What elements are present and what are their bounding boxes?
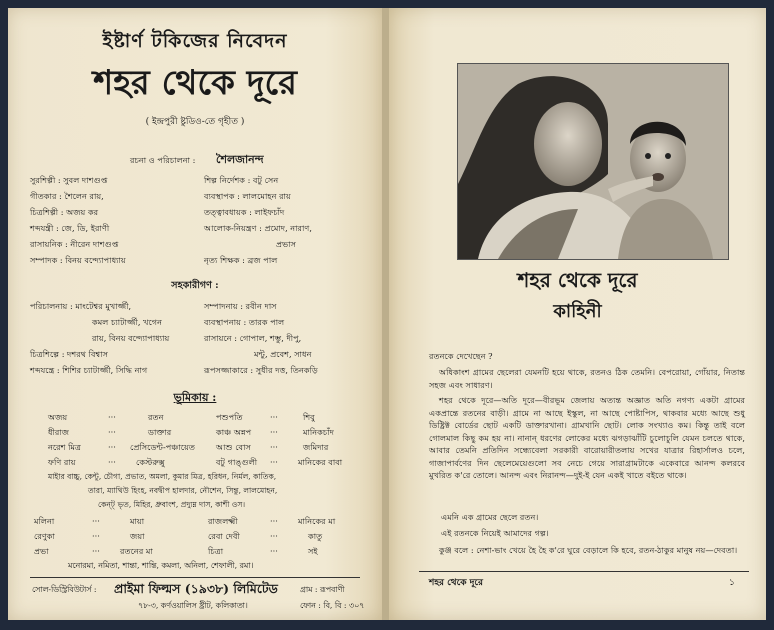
story-paragraph: এই রতনকে নিয়েই আমাদের গল্প। [441, 528, 549, 538]
assistant-line: চিত্রশিল্পে : দশরথ বিশ্বাস [30, 349, 108, 359]
mother-child-illustration [458, 64, 728, 259]
cast-women-extra: মনোরমা, নমিতা, শান্তা, শান্তি, কমলা, অনিলা, শেফালী, রমা। [68, 561, 254, 570]
film-still-photo [457, 63, 729, 260]
cast-dots: ··· [270, 457, 278, 467]
story-opening-line: রতনকে দেখেছেন ? [429, 351, 493, 361]
cast-role: জমিদার [303, 442, 329, 452]
footer-divider [419, 571, 749, 572]
cast-role: সই [308, 546, 318, 556]
cast-extra-line: তারা, ম্যাথিউ হিংহ, নবদ্বীপ হালদার, নৌশেন, সিন্তু, লালমোহন, [88, 486, 278, 495]
cast-dots: ··· [92, 516, 100, 526]
cast-dots: ··· [270, 427, 278, 437]
cast-actor: রেবা দেবী [208, 531, 240, 541]
cast-role: কেস্টরুক্সু [136, 457, 165, 467]
story-film-title: শহর থেকে দূরে [517, 268, 638, 292]
cast-dots: ··· [270, 442, 278, 452]
credit-line: তত্ত্বাবধায়ক : লাইফচাঁদ [204, 207, 285, 217]
book-gutter [382, 8, 389, 620]
cast-extra-line: মাইার বাচ্চু, কেন্টু, চৌগা, প্রভাত, অমলা, কুমার মিত্র, হরিধন, নির্মল, কাতিক, [48, 472, 277, 481]
cast-actor: রাজলক্ষ্মী [208, 516, 238, 526]
assistant-line: কমল চ্যাটার্জ্জী, খগেন [92, 317, 163, 327]
cast-dots: ··· [108, 412, 116, 422]
cast-dots: ··· [92, 546, 100, 556]
story-paragraph: কুঞ্জ বলে : নেশা-ভাং খেয়ে হৈ হৈ ক'রে ঘুরে বেড়ালে কি হবে, রতন-ঠাকুর মানুষ নয়—দেবতা। [439, 545, 738, 555]
film-title: শহর থেকে দূরে [93, 63, 297, 103]
director-name: শৈলজানন্দ [216, 153, 264, 166]
assistant-line: মন্টু, প্রবেশ, সাধন [254, 349, 312, 359]
cast-dots: ··· [270, 412, 278, 422]
gram-address: গ্রাম : রূপবাণী [300, 585, 345, 594]
assistant-line: সম্পাদনায় : রবীন দাস [204, 301, 277, 311]
assistant-line: রূপসজ্জাকারে : সুধীর দত্ত, তিনকড়ি [204, 365, 318, 375]
cast-actor: অজয় [48, 412, 68, 422]
cast-role: জয়া [130, 531, 145, 541]
credit-line: শব্দযন্ত্রী : জে, ডি, ইরাণী [30, 223, 110, 233]
cast-role: মানিকচাঁদ [303, 427, 334, 437]
cast-actor: মলিনা [34, 516, 55, 526]
assistant-line: শব্দযন্ত্রে : শিশির চ্যাটার্জ্জী, সিদ্ধি নাগ [30, 365, 148, 375]
divider [30, 577, 360, 578]
cast-dots: ··· [108, 427, 116, 437]
credit-line: ব্যবস্থাপক : লালমোহন রায় [204, 191, 291, 201]
cast-role: মায়া [130, 516, 145, 526]
assistant-line: রায়, বিনয় বন্দ্যোপাধ্যায় [92, 333, 170, 343]
assistants-heading: সহকারীগণ : [171, 280, 219, 291]
cast-extra-line: কেন্ট্ ভৃত, মিহির, ধ্রুবাংশ, প্রদ্যুম্ন দাস, কাশী ওস। [98, 500, 246, 509]
assistant-line: ব্যবস্থাপনায় : তারক পাল [204, 317, 285, 327]
page-number: ১ [729, 578, 735, 588]
cast-role: রতনের মা [120, 546, 153, 556]
cast-actor: ফণি রায় [48, 457, 76, 467]
credit-line: রাসায়নিক : নীরেন দাশগুপ্ত [30, 239, 119, 249]
cast-dots: ··· [108, 457, 116, 467]
story-paragraph: শহর থেকে দূরে—অতি দূরে—বীরভূম জেলায় অত্যন্ত অজ্ঞাত অতি নগণ্য একটা গ্রামের একপ্রান্তে রতনের বাড়ী। গ্রামে না আছে ইস্কুল, না আছে পোষ্টাপিস, থাকবার মধ্যে আছে শুধু ডিষ্ট্রিক্ট বোর্ডের ছোট একটি ডাক্তারখানা। গ্রামখানি ছোট। লোক সংখ্যাও কম। কিন্তু তাই বলে গোলমাল কিছু কম হয় না। নানান্ ধরণের লোকের মধ্যে ঝগড়াঝাঁটি চুলোচুলি যেমন চলতে থাকে, আবার তেমনি প্রতিদিন সন্ধ্যেবেলা সরকারী বারোয়ারীতলায় সখের যাত্রার রিহার্সালও চলে, গাজাপার্বণের দিন ছেলেমেয়েগুলো সব নেচে গেয়ে সারাগ্রামটাকে একেবারে আনন্দ কলরবে মুখরিত ক'রে তোলে। আনন্দ এবং নিরানন্দ—দুই-ই যেন একই খাতে বইতে থাকে। [429, 395, 745, 480]
cast-dots: ··· [92, 531, 100, 541]
postal-address: ৭৮-৩, কর্ণওয়ালিস ষ্ট্রীট, কলিকাতা। [138, 601, 248, 610]
credit-line: নৃত্য শিক্ষক : ব্রজ পাল [204, 255, 278, 265]
studio-note: ( ইন্দ্রপুরী ষ্টুডিও-তে গৃহীত ) [145, 117, 245, 127]
story-paragraph: অধিকাংশ গ্রামের ছেলেরা যেমনটি হয়ে থাকে, রতনও ঠিক তেমনি। বেপরোয়া, গোঁয়ার, নিতান্ত সহজ এবং সাধারণ। [429, 367, 745, 390]
cast-dots: ··· [270, 516, 278, 526]
cast-actor: আশু বোস [216, 442, 251, 452]
cast-actor: কাঞ্চ অন্নপ [216, 427, 252, 437]
cast-role: মানিকের মা [298, 516, 336, 526]
phone-number: ফোন : বি, বি : ৩০৭ [300, 601, 365, 610]
story-paragraph: এমনি এক গ্রামের ছেলে রতন। [441, 512, 539, 522]
credit-line: সম্পাদক : বিনয় বন্দ্যোপাধ্যায় [30, 255, 126, 265]
cast-heading: ভূমিকায় : [173, 391, 217, 404]
cast-role: ডাক্তার [148, 427, 172, 437]
distributor-label: সোল-ডিস্ট্রিবিউটার্স : [32, 585, 97, 594]
credit-line: শিল্প নির্দেশক : বটু সেন [204, 175, 279, 185]
cast-actor: ধীরাজ [48, 427, 70, 437]
footer-title: শহর থেকে দূরে [429, 578, 483, 588]
cast-dots: ··· [108, 442, 116, 452]
story-heading: কাহিনী [553, 301, 602, 322]
credit-line: প্রভাস [276, 239, 296, 249]
cast-role: মানিকের বাবা [298, 457, 343, 467]
cast-actor: পশুপতি [216, 412, 243, 422]
cast-role: রতন [148, 412, 164, 422]
cast-role: প্রেসিডেন্ট-পঞ্চায়েত [130, 442, 196, 452]
assistant-line: রাসায়নে : গোপাল, শম্ভু, দীপু, [204, 333, 302, 343]
left-page [8, 8, 382, 620]
cast-actor: প্রভা [34, 546, 49, 556]
credit-line: সুরশিল্পী : সুবল দাশগুপ্ত [30, 175, 108, 185]
direction-label: রচনা ও পরিচালনা : [130, 155, 196, 165]
cast-actor: রেণুকা [34, 531, 55, 541]
cast-actor: নরেশ মিত্র [48, 442, 82, 452]
cast-role: শিবু [303, 412, 315, 422]
credit-line: আলোক-নিয়ন্ত্রণ : প্রমোদ, নারাণ, [204, 223, 312, 233]
credit-line: গীতকার : শৈলেন রায়, [30, 191, 104, 201]
assistant-line: পরিচালনায় : মাংটেশ্বর মুখার্জ্জী, [30, 301, 132, 311]
presenter-header: ইষ্টার্ণ টকিজের নিবেদন [102, 30, 288, 52]
cast-actor: বটু গাঙ্গুলী [216, 457, 258, 467]
credit-line: চিত্রশিল্পী : অজয় কর [30, 207, 99, 217]
cast-actor: চিত্রা [208, 546, 224, 556]
cast-dots: ··· [270, 546, 278, 556]
right-page [389, 8, 766, 620]
cast-dots: ··· [270, 531, 278, 541]
distributor-name: প্রাইমা ফিল্মস (১৯৩৮) লিমিটেড [114, 581, 278, 596]
cast-role: কাতু [308, 531, 323, 541]
